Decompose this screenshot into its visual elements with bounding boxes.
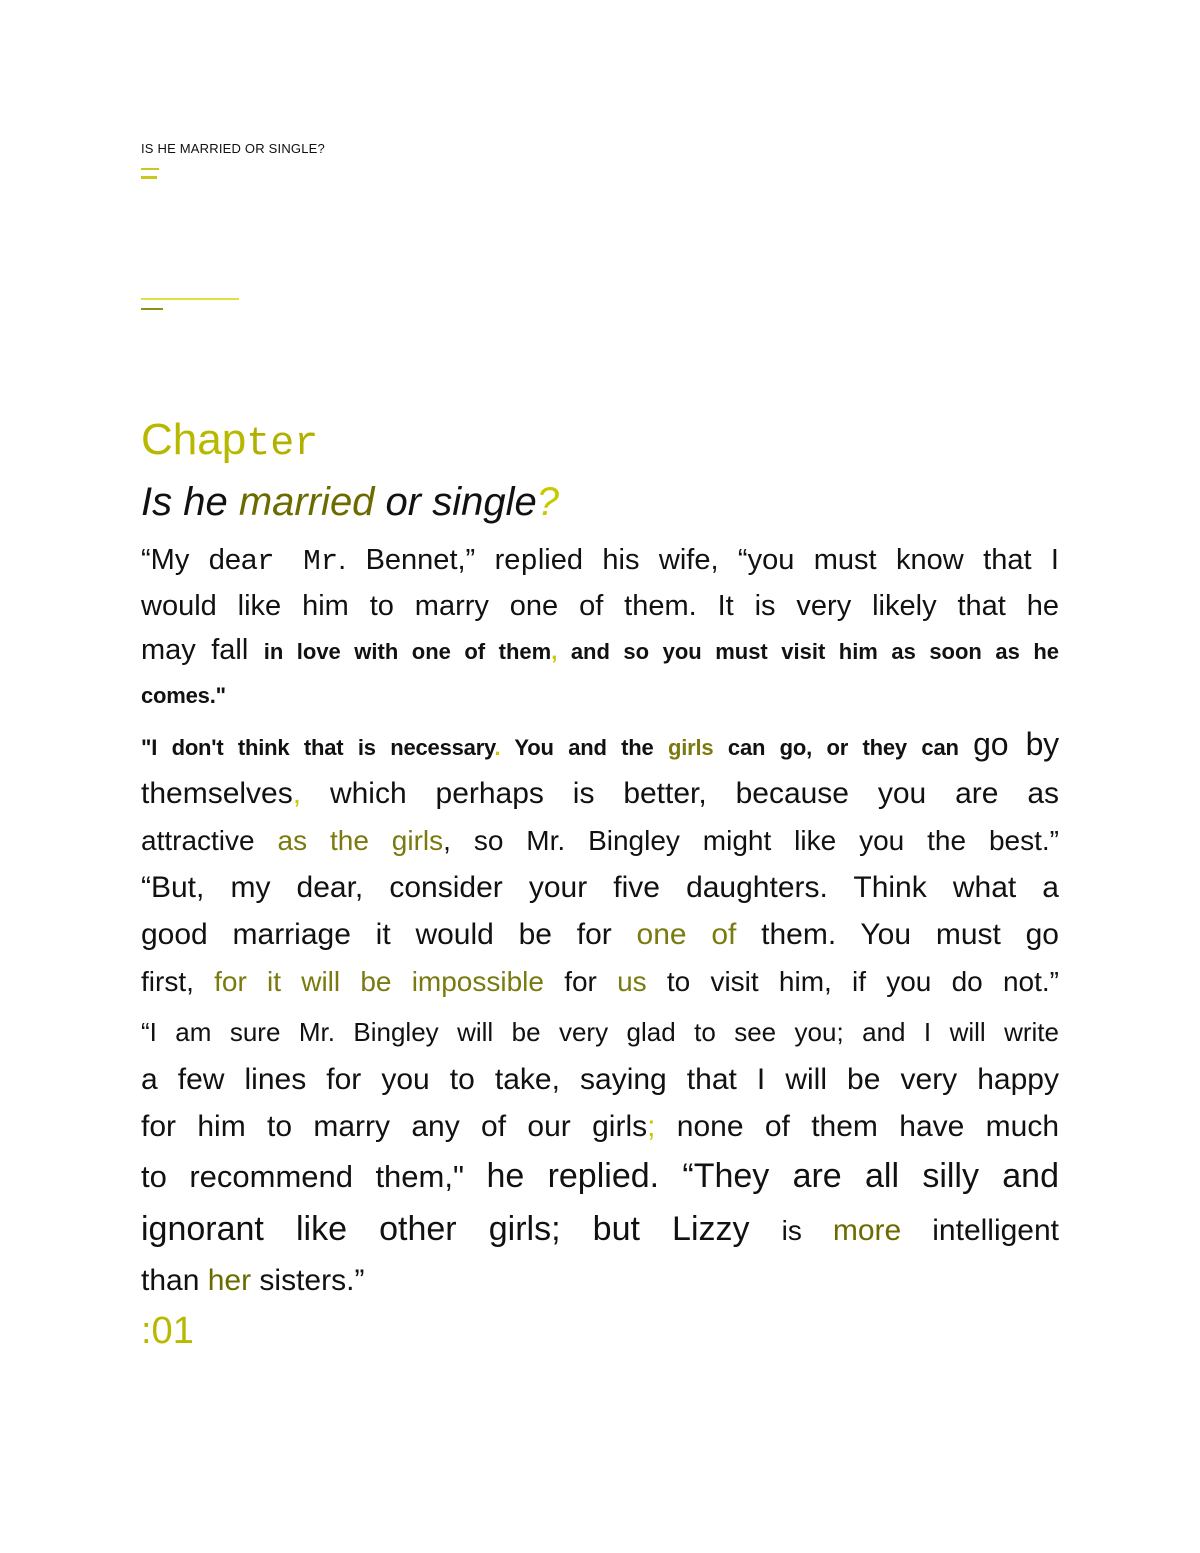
chapter-label-part: Chap <box>141 415 247 464</box>
text-line: “But, my dear, consider your five daughters. Think what a <box>141 871 1059 904</box>
text-run: than <box>141 1264 208 1297</box>
text-line <box>141 770 1059 817</box>
text-run: . Bennet,” re <box>338 544 521 576</box>
paragraph-1 <box>141 538 1059 718</box>
text-run: to visit him, if you do not.” <box>646 966 1059 997</box>
page-header: IS HE MARRIED OR SINGLE? <box>141 141 325 156</box>
text-line: “I am sure Mr. Bingley will be very glad to see you; and I will write <box>141 1017 1059 1047</box>
text-line <box>141 722 1059 770</box>
text-run: first, <box>141 966 215 997</box>
text-run: . <box>494 735 501 760</box>
text-run: them. You must go <box>736 918 1059 951</box>
header-mark <box>141 168 159 170</box>
chapter-heading <box>141 415 319 467</box>
subtitle-part: or single <box>374 480 537 524</box>
text-run: r Mr <box>257 545 339 578</box>
text-run: her <box>207 1264 252 1297</box>
text-run: none of them have much <box>655 1110 1059 1143</box>
decorative-mark <box>141 308 163 310</box>
text-run: "I don't think that is necessary <box>141 735 495 760</box>
text-line: comes." <box>141 683 226 708</box>
text-line <box>141 1203 1059 1257</box>
decorative-mark <box>141 298 239 300</box>
text-run: , <box>551 639 558 664</box>
subtitle-part: Is he <box>141 480 239 524</box>
text-run: girls <box>668 735 714 760</box>
text-run: ; <box>647 1110 656 1143</box>
text-line <box>141 538 1059 584</box>
text-run: he replied. “They are all silly and <box>486 1157 1059 1195</box>
text-run: attractive <box>141 825 278 856</box>
text-run: is <box>781 1215 802 1246</box>
text-line <box>141 911 1059 958</box>
paragraph-4 <box>141 1008 1059 1304</box>
text-run: can go, or they can <box>713 735 974 760</box>
text-run: sisters.” <box>251 1264 365 1297</box>
text-run: for it will be impossible <box>214 966 544 997</box>
text-run: in love with one of them <box>263 639 552 664</box>
text-line <box>141 1257 1059 1304</box>
text-line: a few lines for you to take, saying that I will be very happy <box>141 1063 1059 1096</box>
text-run: to recommend them," <box>141 1159 487 1194</box>
text-run: us <box>617 966 647 997</box>
text-run: good marriage it would be for <box>141 918 637 951</box>
text-run: , <box>292 777 302 810</box>
header-mark <box>141 176 157 179</box>
text-line <box>141 1103 1059 1150</box>
text-run: ignorant like other girls; but Lizzy <box>141 1210 782 1248</box>
text-line <box>141 817 1059 865</box>
text-run: as the girls <box>277 825 444 856</box>
text-run: intelligent <box>901 1214 1059 1247</box>
text-run: themselves <box>141 777 293 810</box>
chapter-subtitle <box>141 482 559 522</box>
subtitle-part: ? <box>536 480 559 524</box>
chapter-label-part: ter <box>246 422 319 467</box>
text-run: and so you must visit him as soon as he <box>557 639 1059 664</box>
text-run: You and the <box>500 735 668 760</box>
text-run: for <box>543 966 618 997</box>
paragraph-2 <box>141 722 1059 865</box>
paragraph-3 <box>141 864 1059 1006</box>
text-run: p <box>520 545 538 578</box>
text-line: would like him to marry one of them. It is very likely that he <box>141 590 1059 622</box>
subtitle-part: married <box>238 480 375 524</box>
text-line <box>141 958 1059 1006</box>
text-run: go by <box>973 726 1059 762</box>
text-run: “My dea <box>141 544 258 576</box>
text-run: , so Mr. Bingley might like you the best.” <box>443 825 1059 856</box>
text-line <box>141 628 1059 674</box>
text-run: may fall <box>141 634 264 666</box>
text-line <box>141 1150 1059 1203</box>
text-run: which perhaps is better, because you are as <box>301 777 1059 810</box>
page-number: :01 <box>141 1310 194 1352</box>
text-run: more <box>801 1214 902 1247</box>
text-run: for him to marry any of our girls <box>141 1110 648 1143</box>
text-run: lied his wife, “you must know that I <box>537 544 1059 576</box>
text-run: one of <box>636 918 737 951</box>
